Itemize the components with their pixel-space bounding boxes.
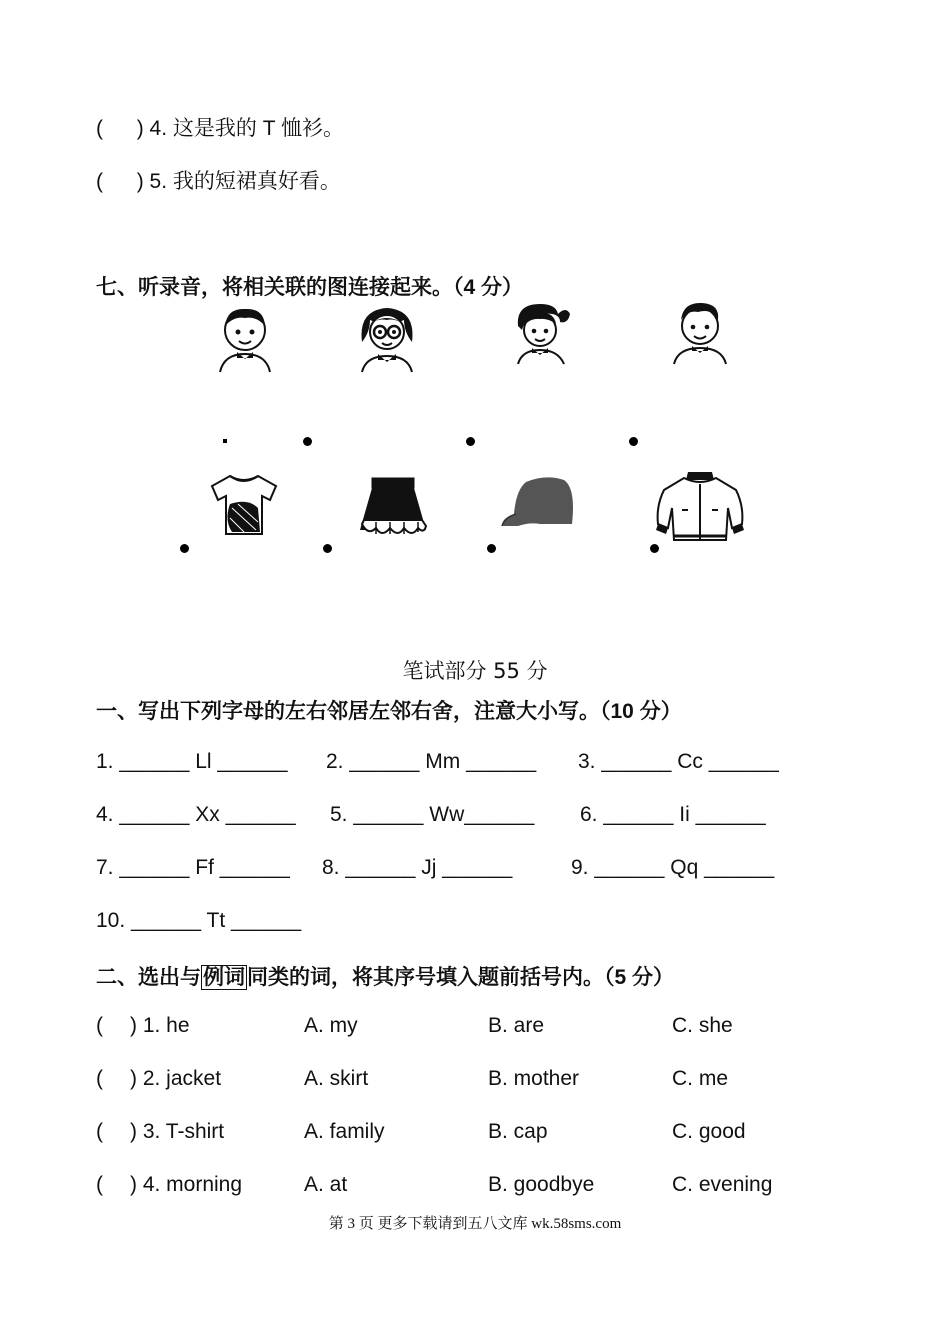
girl-ponytail-face-icon xyxy=(512,300,572,366)
letter-item-4[interactable]: 4. ______ Xx ______ xyxy=(96,803,296,826)
choice-row-4 xyxy=(96,1173,242,1197)
boy-face-icon xyxy=(668,298,732,366)
page-footer: 第 3 页 更多下载请到五八文库 wk.58sms.com xyxy=(328,1216,622,1232)
letter-item-5[interactable]: 5. ______ Ww______ xyxy=(330,803,535,826)
choice-row-2 xyxy=(96,1067,221,1091)
answer-paren-close: ) xyxy=(136,170,144,193)
letter-item-2[interactable]: 2. ______ Mm ______ xyxy=(326,750,537,773)
option-a: A. skirt xyxy=(304,1067,369,1090)
option-c: C. she xyxy=(672,1014,733,1037)
connect-dot-top-4[interactable] xyxy=(629,437,638,446)
cap-icon xyxy=(500,474,578,530)
connect-dot-bottom-2[interactable] xyxy=(323,544,332,553)
answer-paren-open: ( xyxy=(96,1014,103,1037)
option-c: C. me xyxy=(672,1067,729,1090)
choice-row-3 xyxy=(96,1120,224,1144)
option-b: B. are xyxy=(488,1014,545,1037)
answer-paren-open: ( xyxy=(96,117,103,140)
written-part-title: 笔试部分 55 分 xyxy=(402,659,548,683)
section2-title xyxy=(96,961,674,991)
option-a: A. family xyxy=(304,1120,385,1143)
choice-row-1 xyxy=(96,1014,190,1038)
letter-item-1[interactable]: 1. ______ Ll ______ xyxy=(96,750,288,773)
letter-item-7[interactable]: 7. ______ Ff ______ xyxy=(96,856,290,879)
option-c: C. good xyxy=(672,1120,746,1143)
top-item-5 xyxy=(96,165,341,195)
connect-dot-bottom-3[interactable] xyxy=(487,544,496,553)
letter-item-9[interactable]: 9. ______ Qq ______ xyxy=(571,856,775,879)
section2-title-pre: 二、选出与 xyxy=(96,966,201,989)
option-a: A. my xyxy=(304,1014,358,1037)
girl-glasses-face-icon xyxy=(354,302,420,374)
section2-title-post: 同类的词，将其序号填入题前括号内。（5 分） xyxy=(247,966,675,989)
letter-item-3[interactable]: 3. ______ Cc ______ xyxy=(578,750,779,773)
question-word: ) 4. morning xyxy=(130,1173,243,1196)
answer-paren-open: ( xyxy=(96,1067,103,1090)
top-item-4 xyxy=(96,112,344,142)
item-text: 4. 这是我的 T 恤衫。 xyxy=(149,117,344,140)
tshirt-icon xyxy=(208,472,280,538)
question-word: ) 2. jacket xyxy=(130,1067,222,1090)
question-word: ) 3. T-shirt xyxy=(130,1120,225,1143)
connect-dot-bottom-4[interactable] xyxy=(650,544,659,553)
item-text: 5. 我的短裙真好看。 xyxy=(149,170,341,193)
connect-dot-top-1[interactable] xyxy=(223,439,227,443)
option-a: A. at xyxy=(304,1173,348,1196)
section2-title-boxed-word: 例词 xyxy=(203,966,245,989)
answer-paren-open: ( xyxy=(96,1173,103,1196)
boy-face-icon xyxy=(212,302,278,374)
answer-paren-close: ) xyxy=(136,117,144,140)
section1-title: 一、写出下列字母的左右邻居左邻右舍，注意大小写。（10 分） xyxy=(96,700,682,723)
letter-item-6[interactable]: 6. ______ Ii ______ xyxy=(580,803,766,826)
question-word: ) 1. he xyxy=(130,1014,190,1037)
section7-title: 七、听录音，将相关联的图连接起来。（4 分） xyxy=(96,276,524,299)
connect-dot-bottom-1[interactable] xyxy=(180,544,189,553)
letter-item-10[interactable]: 10. ______ Tt ______ xyxy=(96,909,302,932)
jacket-icon xyxy=(652,466,748,544)
answer-paren-open: ( xyxy=(96,1120,103,1143)
option-c: C. evening xyxy=(672,1173,773,1196)
connect-dot-top-3[interactable] xyxy=(466,437,475,446)
answer-paren-open: ( xyxy=(96,170,103,193)
skirt-icon xyxy=(356,472,430,540)
option-b: B. mother xyxy=(488,1067,580,1090)
letter-item-8[interactable]: 8. ______ Jj ______ xyxy=(322,856,513,879)
option-b: B. goodbye xyxy=(488,1173,595,1196)
connect-dot-top-2[interactable] xyxy=(303,437,312,446)
option-b: B. cap xyxy=(488,1120,548,1143)
